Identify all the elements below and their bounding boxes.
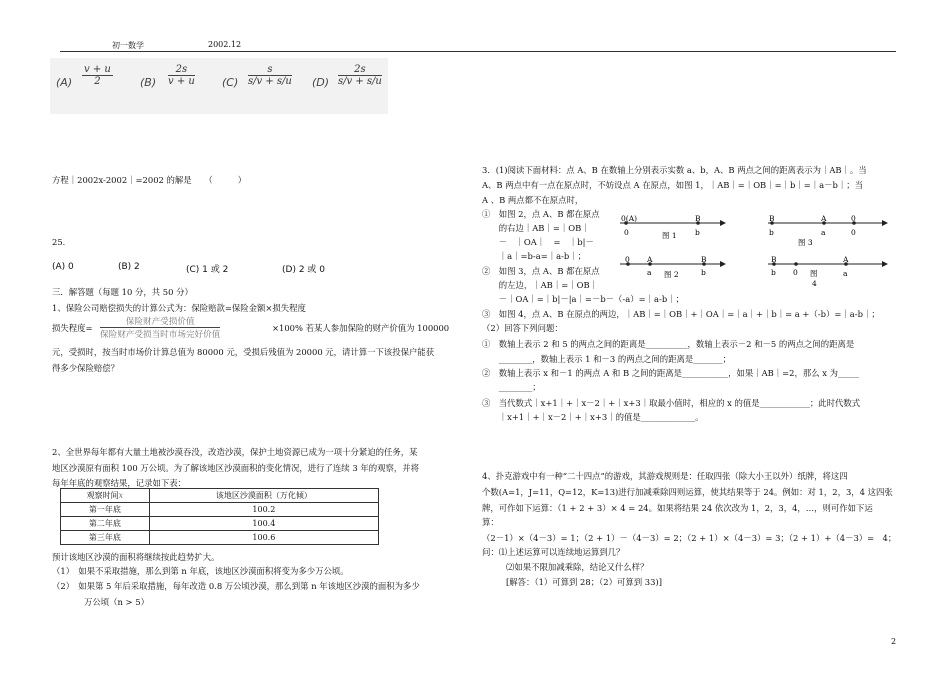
header-subject: 初一数学	[112, 41, 144, 50]
fig3-origin-label: 0	[851, 214, 856, 223]
case1-line3: － ｜OA｜ = ｜b|－	[482, 237, 594, 247]
fig2-a-value: a	[647, 268, 652, 277]
answer2-line1: ② 数轴上表示 x 和－1 的两点 A 和 B 之间的距离是___________，如果｜AB｜=2，那么 x 为_____	[482, 368, 859, 378]
table-header: 该地区沙漠面积（万化倾）	[149, 489, 378, 503]
page-number: 2	[891, 637, 897, 646]
table-row: 第三年底 100.6	[61, 531, 379, 545]
problem3-line2: A、B 两点中有一点在原点时，不妨设点 A 在原点，如图 1，｜AB｜=｜OB｜=｜b｜=｜a－b｜；当	[482, 180, 863, 190]
case1-line2: 的右边｜AB｜=｜OB｜	[482, 223, 590, 233]
problem1-label: 损失程度=	[52, 323, 93, 333]
number-line-figure-4	[766, 252, 890, 292]
fig1-b-value: b	[695, 228, 700, 237]
problem4-line3: 牌，可作如下运算：（1 + 2 + 3）× 4 = 24。如果将结果 24 依次改为 1，2，3，4，…，则可作如下运	[482, 503, 873, 513]
case2-line3: －｜OA｜=｜b|－|a｜=－b－（-a）=｜a-b｜；	[482, 294, 684, 304]
problem1-line4: 得多少保险赔偿？	[52, 363, 119, 373]
problem2-line1: 2、全世界每年都有大量土地被沙漠吞没，改造沙漠，保护土地资源已成为一项十分紧迫的任务，某	[52, 447, 418, 457]
case1-line4: ｜a｜=b-a=｜a-b｜；	[482, 251, 587, 261]
problem4-question2: ⑵如果不限加减乘除，结论又什么样？	[506, 562, 649, 572]
loss-degree-fraction: 保险财产受损价值 保险财产受损当时市场完好价值	[100, 317, 221, 340]
part2-heading: （2）回答下列问题：	[482, 323, 563, 333]
problem2-question2b: 万公顷（n > 5）	[84, 597, 149, 607]
fig4-a-value: a	[843, 269, 848, 278]
fig3-caption: 图 3	[798, 238, 813, 247]
case3-line: ③ 如图 4，点 A、B 在原点的两边，｜AB｜=｜OB｜+｜OA｜=｜a｜+｜b｜= a +（-b）=｜a-b｜；	[482, 309, 880, 319]
q25-option-d: (D) 2 或 0	[282, 265, 325, 275]
number-line-figure-3	[766, 213, 890, 247]
equation-question: 方程｜2002x-2002｜=2002 的解是 （ ）	[52, 175, 247, 185]
table-header-row	[61, 489, 379, 503]
number-line-figure-1	[618, 213, 728, 243]
problem4-line2: 个数(A=1，J=11，Q=12，K=13)进行加减乘除四则运算，使其结果等于 24。例如：对 1，2，3，4 这四张	[482, 487, 893, 497]
problem1-line3: 元，受损时，按当时市场价计算总值为 80000 元，受损后残值为 20000 元，请计算一下该投保户能获	[52, 347, 435, 357]
option-b-fraction: $\frac{2s}{v + u}$	[168, 64, 195, 87]
table-row: 第一年底 100.2	[61, 503, 379, 517]
fig3-a-label: A	[821, 214, 827, 223]
fig2-caption: 图 2	[664, 270, 679, 279]
problem4-answer: [解答：（1）可算到 28；（2）可算到 33)]	[506, 577, 662, 587]
answer3-line2: ｜x+1｜+｜x－2｜+｜x+3｜的值是_____________。	[482, 412, 704, 422]
table-header: 观察时间x	[61, 489, 150, 503]
fig3-origin-value: 0	[851, 228, 856, 237]
answer-options-image	[50, 58, 388, 114]
fig4-caption: 图	[810, 269, 818, 278]
problem2-after-table: 预计该地区沙漠的面积将继续按此趋势扩大。	[52, 552, 220, 562]
fig2-a-label: A	[647, 255, 653, 264]
fig3-a-value: a	[821, 228, 826, 237]
question-25: 25．	[52, 237, 72, 247]
option-c-fraction: $\frac{s}{s/v + s/u}$	[248, 64, 292, 87]
section-3-heading: 三．解答题（每题 10 分，共 50 分）	[52, 287, 193, 297]
answer1-line2: ________，数轴上表示 1 和－3 的两点之间的距离是_______；	[482, 354, 731, 364]
problem2-question1: （1） 如果不采取措施，那么到第 n 年底，该地区沙漠面积将变为多少万公顷。	[52, 566, 349, 576]
number-line-figure-2	[618, 252, 728, 282]
observation-table	[60, 488, 379, 545]
fig3-b-value: b	[769, 228, 774, 237]
case1-line1: ① 如图 2，点 A、B 都在原点	[482, 209, 600, 219]
fig1-caption: 图 1	[662, 231, 677, 240]
option-d-fraction: $\frac{2s}{s/v + s/u}$	[338, 64, 382, 87]
problem1-line1: 1、保险公司赔偿损失的计算公式为：保险赔款=保险金额×损失程度	[52, 303, 306, 313]
fig4-origin-label: 0	[793, 268, 798, 277]
header-date: 2002.12	[208, 40, 242, 49]
fig3-b-label: B	[769, 214, 775, 223]
q25-option-b: (B) 2	[118, 262, 140, 272]
problem3-line1: 3．(1)阅读下面材料：点 A、B 在数轴上分别表示实数 a、b，A、B 两点之间的距离表示为｜AB｜。当	[482, 165, 867, 175]
problem1-line2: ×100% 若某人参加保险的财产价值为 100000	[272, 323, 450, 333]
case2-line2: 的左边，｜AB｜=｜OB｜	[482, 280, 598, 290]
fig2-origin-label: 0	[625, 255, 630, 264]
q25-option-c: (C) 1 或 2	[186, 265, 229, 275]
table-row: 第二年底 100.4	[61, 517, 379, 531]
option-a-fraction: $\frac{v + u}{2}$	[84, 64, 111, 87]
fig1-b-label: B	[695, 214, 701, 223]
option-b-label: (B)	[140, 76, 157, 89]
fig4-b-value: b	[771, 268, 776, 277]
fig4-a-label: A	[843, 255, 849, 264]
answer3-line1: ③ 当代数式｜x+1｜+｜x－2｜+｜x+3｜取最小值时，相应的 x 的值是____________；此时代数式	[482, 398, 861, 408]
header-rule	[60, 51, 896, 52]
problem4-question1: 问：⑴上述运算可以连续地运算到几？	[482, 547, 625, 557]
fig1-origin-value: 0	[624, 228, 629, 237]
problem4-line1: 4、扑克游戏中有一种“二十四点”的游戏，其游戏规则是：任取四张（除大小王以外）纸牌，将这四	[482, 471, 848, 481]
fig1-origin-label: 0(A)	[621, 214, 638, 223]
answer1-line1: ① 数轴上表示 2 和 5 的两点之间的距离是__________，数轴上表示－2 和－5 的两点之间的距离是	[482, 339, 855, 349]
problem4-line5: （2－1）×（4－3）= 1；（2 + 1）－（4－3）= 2；（2 + 1）×（4－3）= 3；（2 + 1）+（4－3）= 4；	[482, 533, 897, 543]
problem2-question2: （2） 如果第 5 年后采取措施，每年改造 0.8 万公顷沙漠，那么到第 n 年该地区沙漠的面积为多少	[52, 581, 420, 591]
q25-option-a: (A) 0	[52, 262, 74, 272]
fig2-b-value: b	[701, 268, 706, 277]
option-a-label: (A)	[56, 76, 73, 89]
case2-line1: ② 如图 3，点 A、B 都在原点	[482, 266, 600, 276]
fig2-b-label: B	[701, 255, 707, 264]
answer2-line2: ________；	[482, 382, 541, 392]
fig4-b-label: B	[771, 255, 777, 264]
option-d-label: (D)	[312, 76, 330, 89]
option-c-label: (C)	[222, 76, 239, 89]
problem3-line3: A 、B 两点都不在原点时，	[482, 195, 584, 205]
problem4-line4: 算：	[482, 517, 499, 527]
problem2-line3: 每年年底的观察结果，记录如下表：	[52, 478, 186, 488]
fig4-caption-number: 4	[812, 279, 817, 288]
problem2-line2: 地区沙漠原有面积 100 万公顷。为了解该地区沙漠面积的变化情况，进行了连续 3 年的观察，并将	[52, 463, 419, 473]
